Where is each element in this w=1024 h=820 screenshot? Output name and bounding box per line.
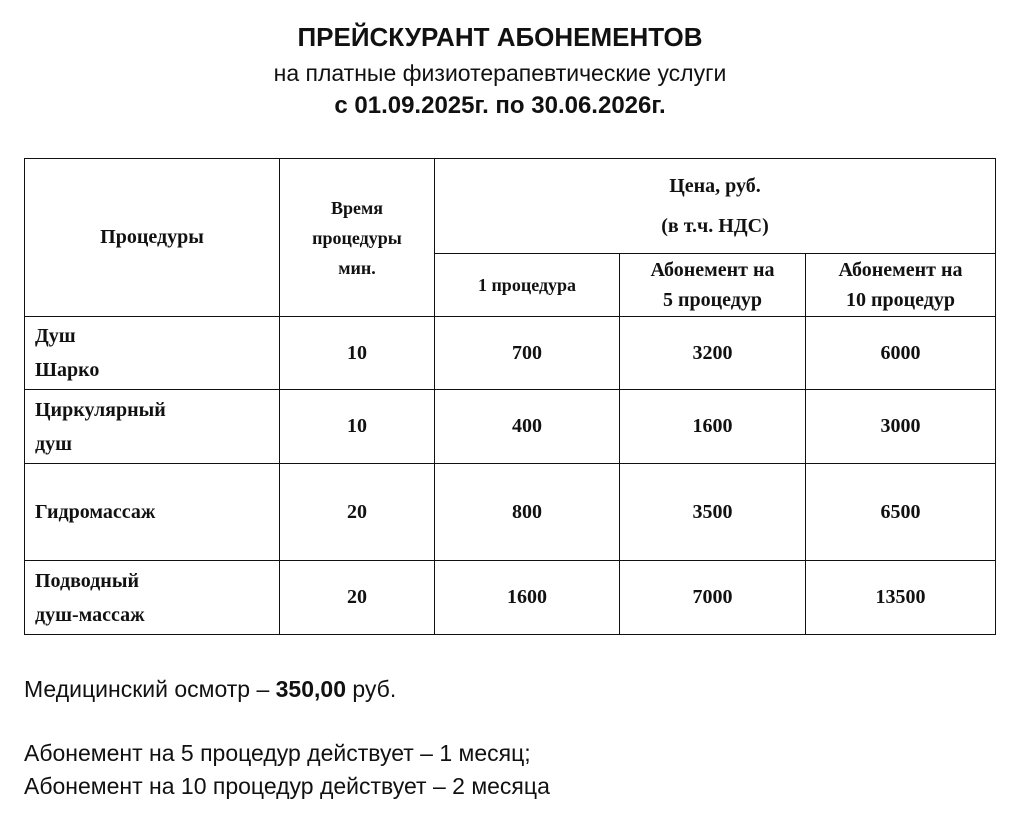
- time-cell: 20: [280, 561, 435, 635]
- price-five: 7000: [620, 561, 806, 635]
- procedure-name: Гидромассаж: [25, 464, 280, 561]
- ten-validity-note: Абонемент на 10 процедур действует – 2 месяца: [24, 773, 550, 799]
- price-one: 800: [435, 464, 620, 561]
- price-table: [24, 158, 996, 635]
- price-ten: 13500: [806, 561, 996, 635]
- header-ten: Абонемент на 10 процедур: [806, 254, 996, 317]
- header-five: Абонемент на 5 процедур: [620, 254, 806, 317]
- page-title: ПРЕЙСКУРАНТ АБОНЕМЕНТОВ: [297, 22, 703, 52]
- five-validity-note: Абонемент на 5 процедур действует – 1 месяц;: [24, 740, 531, 766]
- time-cell: 20: [280, 464, 435, 561]
- header-price: Цена, руб. (в т.ч. НДС): [435, 159, 996, 254]
- price-ten: 6500: [806, 464, 996, 561]
- time-cell: 10: [280, 317, 435, 390]
- procedure-name: Душ Шарко: [25, 317, 280, 390]
- price-one: 1600: [435, 561, 620, 635]
- price-one: 700: [435, 317, 620, 390]
- price-one: 400: [435, 390, 620, 464]
- page-subtitle: на платные физиотерапевтические услуги: [273, 60, 727, 86]
- header-time: Время процедуры мин.: [280, 159, 435, 317]
- exam-note: Медицинский осмотр – 350,00 руб.: [24, 676, 397, 702]
- procedure-name: Циркулярный душ: [25, 390, 280, 464]
- price-ten: 3000: [806, 390, 996, 464]
- header-one: 1 процедура: [435, 254, 620, 317]
- price-five: 1600: [620, 390, 806, 464]
- validity-period: с 01.09.2025г. по 30.06.2026г.: [334, 92, 666, 119]
- price-five: 3200: [620, 317, 806, 390]
- procedure-name: Подводный душ-массаж: [25, 561, 280, 635]
- table-row: [25, 390, 996, 464]
- table-row: [25, 561, 996, 635]
- price-ten: 6000: [806, 317, 996, 390]
- time-cell: 10: [280, 390, 435, 464]
- table-row: [25, 464, 996, 561]
- table-row: [25, 317, 996, 390]
- price-five: 3500: [620, 464, 806, 561]
- header-procedures: Процедуры: [25, 159, 280, 317]
